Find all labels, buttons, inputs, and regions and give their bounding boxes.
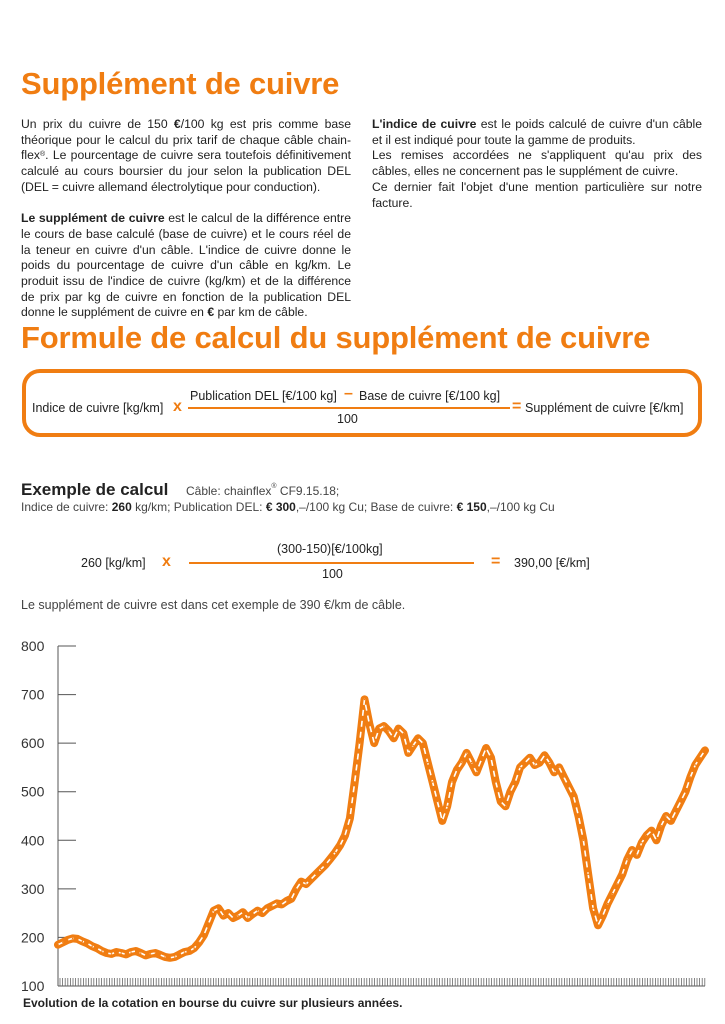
series-line-highlight (58, 699, 705, 957)
data-point (480, 759, 482, 761)
example-result: 390,00 [€/km] (514, 556, 590, 570)
formula-numerator-a: Publication DEL [€/100 kg] (190, 389, 337, 403)
data-point (568, 786, 570, 788)
intro-column-left (21, 117, 351, 337)
data-point (145, 955, 147, 957)
data-point (218, 908, 220, 910)
intro-paragraph-4: Les remises accordées ne s'appliquent qu'au prix des câbles, elles ne concernent pas le supplément de cuivre. (372, 148, 702, 179)
formula-fraction-line (188, 407, 510, 409)
data-point (442, 820, 444, 822)
example-denominator: 100 (322, 567, 343, 581)
data-point (237, 915, 239, 917)
formula-box (22, 369, 702, 437)
data-point (130, 951, 132, 953)
example-cable: Câble: chainflex® CF9.15.18; (186, 483, 340, 498)
data-point (169, 957, 171, 959)
data-point (315, 874, 317, 876)
data-point (276, 903, 278, 905)
series-group (57, 699, 706, 959)
data-point (189, 950, 191, 952)
data-point (437, 801, 439, 803)
data-point (602, 915, 604, 917)
data-point (636, 854, 638, 856)
data-point (125, 954, 127, 956)
data-point (646, 835, 648, 837)
example-fraction-line (189, 562, 474, 564)
data-point (651, 830, 653, 832)
data-point (485, 747, 487, 749)
example-numerator: (300-150)[€/100kg] (277, 542, 383, 556)
data-point (354, 781, 356, 783)
formula-left-term: Indice de cuivre [kg/km] (32, 401, 164, 415)
data-point (495, 781, 497, 783)
data-point (665, 815, 667, 817)
formula-section-title: Formule de calcul du supplément de cuivre (21, 320, 651, 355)
formula-result: Supplément de cuivre [€/km] (525, 401, 684, 415)
example-left-term: 260 [kg/km] (81, 556, 146, 570)
data-point (296, 888, 298, 890)
data-point (305, 883, 307, 885)
data-point (247, 917, 249, 919)
data-point (242, 911, 244, 913)
data-point (695, 764, 697, 766)
data-point (587, 874, 589, 876)
data-point (67, 939, 69, 941)
data-point (626, 859, 628, 861)
data-point (349, 818, 351, 820)
example-times-sign: x (162, 553, 171, 570)
data-point (174, 956, 176, 958)
data-point (213, 910, 215, 912)
data-point (539, 762, 541, 764)
data-point (476, 772, 478, 774)
data-point (335, 852, 337, 854)
y-tick-label: 500 (21, 783, 45, 800)
data-point (359, 742, 361, 744)
intro-paragraph-1: Un prix du cuivre de 150 €/100 kg est pris comme base théorique pour le calcul du prix tarif de chaque câble chainflex®. Le pourcentage de cuivre sera toutefois définitivement calculé au cours boursier du jour selon la publication DEL (DEL = cuivre allemand électrolytique pour conduction). (21, 117, 351, 194)
chart-caption: Evolution de la cotation en bourse du cuivre sur plusieurs années. (23, 996, 403, 1010)
data-point (578, 815, 580, 817)
data-point (583, 840, 585, 842)
data-point (228, 912, 230, 914)
data-point (271, 905, 273, 907)
data-point (660, 825, 662, 827)
data-point (500, 801, 502, 803)
data-point (622, 874, 624, 876)
data-point (544, 755, 546, 757)
data-point (704, 750, 706, 752)
data-point (281, 904, 283, 906)
data-point (252, 913, 254, 915)
data-point (656, 840, 658, 842)
data-point (96, 947, 98, 949)
intro-paragraph-5: Ce dernier fait l'objet d'une mention particulière sur notre facture. (372, 179, 702, 210)
data-point (82, 941, 84, 943)
data-point (203, 934, 205, 936)
data-point (471, 762, 473, 764)
data-point (179, 954, 181, 956)
data-point (62, 942, 64, 944)
data-point (612, 893, 614, 895)
data-point (699, 757, 701, 759)
intro-paragraph-3: L'indice de cuivre est le poids calculé de cuivre d'un câble et il est indiqué pour toute la gamme de produits. (372, 117, 702, 147)
data-point (573, 796, 575, 798)
data-point (680, 801, 682, 803)
example-values: Indice de cuivre: 260 kg/km; Publication DEL: € 300,–/100 kg Cu; Base de cuivre: € 150,–/100 kg Cu (21, 500, 555, 514)
data-point (524, 762, 526, 764)
data-point (300, 881, 302, 883)
data-point (223, 915, 225, 917)
x-axis (58, 978, 705, 986)
data-point (320, 869, 322, 871)
data-point (257, 910, 259, 912)
data-point (57, 944, 59, 946)
data-point (529, 757, 531, 759)
data-point (364, 699, 366, 701)
data-point (310, 878, 312, 880)
data-point (461, 762, 463, 764)
data-point (262, 912, 264, 914)
data-point (291, 898, 293, 900)
data-point (150, 953, 152, 955)
data-point (515, 781, 517, 783)
data-point (417, 738, 419, 740)
data-point (373, 742, 375, 744)
intro-paragraph-2: Le supplément de cuivre est le calcul de la différence entre le cours de base calculé (base de cuivre) et le cours réel de la teneur en cuivre d'un câble. L'indice de cuivre donne le poids du pourcentage de cuivre d'un câble en kg/km. Le produit issu de l'indice de cuivre (kg/km) et de la différence de prix par kg de cuivre en fonction de la publication DEL donne le supplément de cuivre en € par km de câble. (21, 211, 352, 320)
formula-times-sign: x (173, 398, 182, 415)
data-point (116, 951, 118, 953)
data-point (432, 781, 434, 783)
data-point (451, 781, 453, 783)
data-point (111, 953, 113, 955)
copper-price-chart (0, 630, 725, 996)
data-point (106, 952, 108, 954)
data-point (164, 956, 166, 958)
data-point (549, 762, 551, 764)
data-point (592, 908, 594, 910)
data-point (339, 844, 341, 846)
formula-denominator: 100 (337, 412, 358, 426)
y-tick-label: 100 (21, 978, 45, 994)
y-tick-label: 700 (21, 686, 45, 703)
data-point (456, 769, 458, 771)
data-point (675, 810, 677, 812)
data-point (159, 954, 161, 956)
data-point (86, 943, 88, 945)
data-point (198, 942, 200, 944)
data-point (72, 938, 74, 940)
data-point (232, 917, 234, 919)
formula-numerator-b: Base de cuivre [€/100 kg] (359, 389, 501, 403)
data-point (607, 903, 609, 905)
example-title: Exemple de calcul (21, 480, 169, 499)
data-point (617, 883, 619, 885)
data-point (412, 745, 414, 747)
formula-equals-sign: = (512, 398, 522, 415)
data-point (631, 849, 633, 851)
data-point (510, 791, 512, 793)
data-point (534, 764, 536, 766)
data-point (77, 938, 79, 940)
data-point (330, 858, 332, 860)
data-point (369, 723, 371, 725)
data-point (140, 952, 142, 954)
data-point (286, 900, 288, 902)
data-point (422, 742, 424, 744)
data-point (325, 864, 327, 866)
page-title: Supplément de cuivre (21, 66, 340, 101)
data-point (563, 776, 565, 778)
data-point (266, 908, 268, 910)
data-point (344, 835, 346, 837)
data-point (393, 738, 395, 740)
example-equals-sign: = (491, 553, 501, 570)
data-point (408, 752, 410, 754)
data-point (403, 733, 405, 735)
y-tick-label: 600 (21, 735, 45, 752)
data-point (466, 752, 468, 754)
data-point (553, 772, 555, 774)
example-note: Le supplément de cuivre est dans cet exemple de 390 €/km de câble. (21, 598, 406, 612)
data-point (398, 728, 400, 730)
data-point (505, 806, 507, 808)
data-point (383, 725, 385, 727)
data-point (670, 820, 672, 822)
data-point (101, 950, 103, 952)
data-point (558, 767, 560, 769)
data-point (490, 757, 492, 759)
formula-minus-sign: – (344, 385, 353, 402)
data-point (184, 951, 186, 953)
data-point (193, 947, 195, 949)
data-point (690, 776, 692, 778)
data-point (135, 950, 137, 952)
data-point (208, 922, 210, 924)
data-point (155, 952, 157, 954)
series-line (58, 699, 705, 957)
y-tick-label: 300 (21, 880, 45, 897)
y-tick-label: 400 (21, 832, 45, 849)
data-point (685, 791, 687, 793)
data-point (446, 806, 448, 808)
data-point (427, 762, 429, 764)
data-point (641, 842, 643, 844)
y-tick-label: 200 (21, 929, 45, 946)
data-point (120, 952, 122, 954)
data-point (378, 728, 380, 730)
data-point (91, 945, 93, 947)
data-point (388, 730, 390, 732)
data-point (597, 925, 599, 927)
data-point (519, 767, 521, 769)
y-tick-label: 800 (21, 638, 45, 654)
